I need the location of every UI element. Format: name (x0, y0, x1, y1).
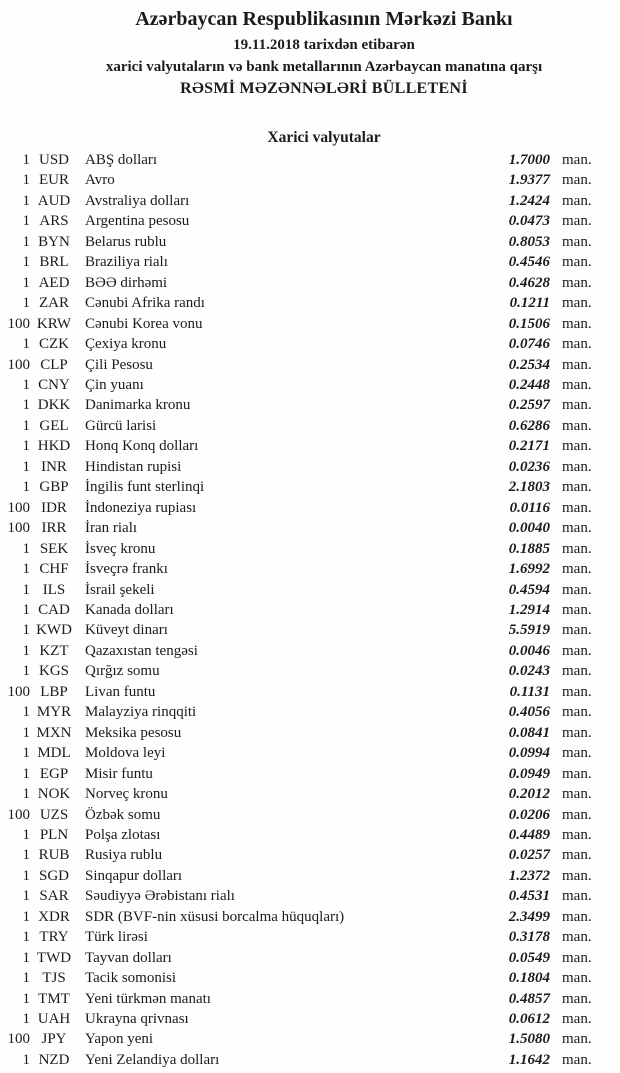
currency-name: Argentina pesosu (85, 213, 190, 230)
currency-quantity: 1 (22, 601, 30, 618)
table-row (0, 191, 620, 211)
rate-unit: man. (562, 888, 592, 905)
currency-quantity: 1 (22, 438, 30, 455)
rate-unit: man. (562, 745, 592, 762)
currency-name: İsveç kronu (85, 540, 156, 557)
currency-code: CZK (39, 336, 69, 353)
currency-rate: 0.2012 (508, 786, 550, 803)
currency-code: NZD (38, 1051, 70, 1068)
currency-rate: 0.4531 (508, 888, 550, 905)
table-row (0, 600, 620, 620)
currency-rate: 0.0549 (508, 949, 550, 966)
currency-name: Yeni türkmən manatı (85, 990, 211, 1007)
currency-code: RUB (38, 847, 70, 864)
currency-rate: 1.5080 (508, 1031, 550, 1048)
subtitle-line: xarici valyutaların və bank metallarının Azərbaycan manatına qarşı (105, 59, 543, 75)
currency-code: IRR (41, 520, 67, 537)
currency-name: Moldova leyi (85, 745, 166, 762)
currency-name: Rusiya rublu (85, 847, 163, 864)
table-row (0, 866, 620, 886)
rate-unit: man. (562, 929, 592, 946)
rate-unit: man. (562, 376, 592, 393)
currency-rate: 0.1131 (509, 683, 550, 700)
rate-unit: man. (562, 806, 592, 823)
table-row (0, 641, 620, 661)
table-row (0, 273, 620, 293)
currency-quantity: 100 (7, 499, 30, 516)
currency-name: Norveç kronu (85, 786, 168, 803)
currency-quantity: 1 (22, 1051, 30, 1068)
currency-code: AED (38, 274, 70, 291)
currency-rate: 0.2448 (508, 376, 550, 393)
currency-rate: 0.1211 (509, 295, 550, 312)
currency-rate: 0.3178 (508, 929, 550, 946)
currency-quantity: 1 (22, 254, 30, 271)
currency-name: Gürcü larisi (85, 417, 157, 434)
table-row (0, 1009, 620, 1029)
currency-quantity: 1 (22, 376, 30, 393)
currency-quantity: 1 (22, 786, 30, 803)
table-row (0, 539, 620, 559)
currency-code: EGP (39, 765, 69, 782)
currency-quantity: 1 (22, 888, 30, 905)
currency-rate: 0.2534 (508, 356, 550, 373)
rate-unit: man. (562, 908, 592, 925)
currency-rate: 0.0040 (508, 520, 550, 537)
table-row (0, 620, 620, 640)
currency-code: TRY (39, 929, 69, 946)
rate-unit: man. (562, 356, 592, 373)
rate-unit: man. (562, 581, 592, 598)
table-row (0, 416, 620, 436)
currency-rate: 0.0243 (508, 663, 550, 680)
currency-code: INR (41, 458, 67, 475)
currency-code: SEK (39, 540, 69, 557)
table-row (0, 968, 620, 988)
currency-code: DKK (37, 397, 71, 414)
rate-unit: man. (562, 295, 592, 312)
rate-unit: man. (562, 315, 592, 332)
rate-unit: man. (562, 1011, 592, 1028)
currency-quantity: 1 (22, 172, 30, 189)
currency-quantity: 100 (7, 315, 30, 332)
rate-unit: man. (562, 213, 592, 230)
currency-rate: 0.8053 (508, 233, 550, 250)
document-header (14, 0, 620, 100)
currency-rate: 0.2171 (508, 438, 550, 455)
currency-quantity: 100 (7, 683, 30, 700)
currency-name: Türk lirəsi (85, 929, 148, 946)
rate-unit: man. (562, 336, 592, 353)
currency-code: EUR (39, 172, 69, 189)
currency-quantity: 1 (22, 336, 30, 353)
currency-rate: 0.0257 (508, 847, 550, 864)
currency-quantity: 1 (22, 970, 30, 987)
rate-unit: man. (562, 1051, 592, 1068)
currency-rate: 1.2914 (508, 601, 550, 618)
currency-quantity: 1 (22, 622, 30, 639)
table-row (0, 436, 620, 456)
currency-rate: 1.1642 (508, 1051, 550, 1068)
currency-name: Qırğız somu (85, 663, 160, 680)
currency-name: Çexiya kronu (85, 336, 167, 353)
rate-unit: man. (562, 479, 592, 496)
table-row (0, 1050, 620, 1070)
currency-name: Qazaxıstan tengəsi (85, 642, 198, 659)
currency-name: Misir funtu (85, 765, 153, 782)
currency-quantity: 1 (22, 274, 30, 291)
currency-rate: 1.6992 (508, 561, 550, 578)
currency-name: Tayvan dolları (85, 949, 172, 966)
currency-quantity: 1 (22, 540, 30, 557)
table-row (0, 743, 620, 763)
currency-code: KWD (36, 622, 72, 639)
currency-code: MDL (37, 745, 71, 762)
currency-rate: 0.4628 (508, 274, 550, 291)
currency-name: Özbək somu (85, 806, 161, 823)
currency-code: KGS (38, 663, 69, 680)
table-row (0, 805, 620, 825)
currency-name: Belarus rublu (85, 233, 167, 250)
rate-unit: man. (562, 663, 592, 680)
table-row (0, 314, 620, 334)
currency-name: Avro (85, 172, 115, 189)
currency-name: Tacik somonisi (85, 970, 177, 987)
rate-unit: man. (562, 192, 592, 209)
table-row (0, 252, 620, 272)
currency-rate: 1.7000 (508, 152, 550, 168)
rate-unit: man. (562, 601, 592, 618)
currency-quantity: 100 (7, 356, 30, 373)
currency-rate: 0.1506 (508, 315, 550, 332)
currency-quantity: 1 (22, 990, 30, 1007)
table-row (0, 784, 620, 804)
currency-quantity: 1 (22, 663, 30, 680)
currency-quantity: 1 (22, 152, 30, 168)
rate-unit: man. (562, 867, 592, 884)
currency-quantity: 1 (22, 867, 30, 884)
currency-name: Səudiyyə Ərəbistanı rialı (85, 888, 235, 905)
currency-quantity: 1 (22, 642, 30, 659)
bank-name: Azərbaycan Respublikasının Mərkəzi Bankı (135, 8, 513, 30)
currency-quantity: 1 (22, 826, 30, 843)
currency-name: ABŞ dolları (85, 152, 158, 168)
currency-rate: 0.2597 (508, 397, 550, 414)
currency-rate: 0.4857 (508, 990, 550, 1007)
currency-name: İran rialı (85, 520, 138, 537)
table-row (0, 232, 620, 252)
currency-code: UAH (37, 1011, 71, 1028)
rate-unit: man. (562, 397, 592, 414)
rate-unit: man. (562, 724, 592, 741)
currency-rate: 0.0116 (509, 499, 550, 516)
currency-name: Polşa zlotası (85, 826, 161, 843)
currency-code: SGD (38, 867, 69, 884)
table-row (0, 948, 620, 968)
currency-rate: 0.4546 (508, 254, 550, 271)
table-row (0, 150, 620, 170)
rate-unit: man. (562, 949, 592, 966)
currency-rate: 0.0841 (508, 724, 550, 741)
table-row (0, 845, 620, 865)
table-row (0, 355, 620, 375)
rate-unit: man. (562, 438, 592, 455)
bulletin-title: RƏSMİ MƏZƏNNƏLƏRİ BÜLLETENİ (180, 80, 468, 97)
currency-code: XDR (38, 908, 70, 925)
currency-code: ARS (39, 213, 69, 230)
currency-quantity: 1 (22, 458, 30, 475)
currency-quantity: 1 (22, 581, 30, 598)
rate-unit: man. (562, 499, 592, 516)
currency-code: IDR (41, 499, 67, 516)
currency-quantity: 1 (22, 417, 30, 434)
currency-rate: 0.4056 (508, 704, 550, 721)
rate-unit: man. (562, 765, 592, 782)
currency-code: CNY (38, 376, 70, 393)
rate-unit: man. (562, 683, 592, 700)
rate-unit: man. (562, 642, 592, 659)
table-row (0, 293, 620, 313)
table-row (0, 457, 620, 477)
currency-code: CHF (39, 561, 69, 578)
currency-name: Avstraliya dolları (85, 192, 190, 209)
table-row (0, 702, 620, 722)
currency-code: HKD (37, 438, 71, 455)
table-row (0, 580, 620, 600)
currency-code: ILS (42, 581, 66, 598)
currency-code: UZS (39, 806, 69, 823)
currency-rate: 0.1804 (508, 970, 550, 987)
currency-rate: 0.4594 (508, 581, 550, 598)
rate-unit: man. (562, 847, 592, 864)
effective-date-line: 19.11.2018 tarixdən etibarən (233, 37, 415, 53)
rate-unit: man. (562, 254, 592, 271)
currency-name: Ukrayna qrivnası (85, 1011, 189, 1028)
currency-code: GEL (39, 417, 69, 434)
currency-name: Malayziya rinqqiti (85, 704, 197, 721)
table-row (0, 211, 620, 231)
table-row (0, 661, 620, 681)
currency-code: MYR (36, 704, 72, 721)
currency-name: Küveyt dinarı (85, 622, 168, 639)
rate-unit: man. (562, 233, 592, 250)
table-row (0, 682, 620, 702)
table-row (0, 518, 620, 538)
currency-rate: 0.6286 (508, 417, 550, 434)
currency-quantity: 1 (22, 192, 30, 209)
currency-name: Honq Konq dolları (85, 438, 199, 455)
currency-rate: 0.0994 (508, 745, 550, 762)
rate-unit: man. (562, 622, 592, 639)
table-row (0, 723, 620, 743)
currency-name: SDR (BVF-nin xüsusi borcalma hüquqları) (85, 908, 345, 925)
currency-code: TMT (38, 990, 70, 1007)
table-row (0, 395, 620, 415)
currency-code: TJS (42, 970, 66, 987)
currency-code: PLN (39, 826, 69, 843)
table-row (0, 559, 620, 579)
table-row (0, 886, 620, 906)
currency-quantity: 1 (22, 479, 30, 496)
rate-unit: man. (562, 458, 592, 475)
rate-unit: man. (562, 540, 592, 557)
currency-name: Cənubi Korea vonu (85, 315, 203, 332)
currency-rate: 0.0949 (508, 765, 550, 782)
currency-name: İsrail şekeli (85, 581, 155, 598)
currency-rate: 2.3499 (508, 908, 550, 925)
currency-rate: 2.1803 (508, 479, 550, 496)
currency-code: AUD (37, 192, 71, 209)
table-row (0, 375, 620, 395)
currency-code: ZAR (39, 295, 69, 312)
currency-quantity: 1 (22, 765, 30, 782)
currency-quantity: 1 (22, 397, 30, 414)
currency-quantity: 1 (22, 745, 30, 762)
currency-code: USD (38, 152, 69, 168)
currency-name: Meksika pesosu (85, 724, 182, 741)
currency-name: Yeni Zelandiya dolları (85, 1051, 220, 1068)
rate-unit: man. (562, 152, 592, 168)
currency-code: MXN (36, 724, 72, 741)
currency-rate: 1.2424 (508, 192, 550, 209)
currency-quantity: 1 (22, 561, 30, 578)
currency-rate: 1.2372 (508, 867, 550, 884)
currency-code: BYN (38, 233, 70, 250)
currency-quantity: 1 (22, 949, 30, 966)
currency-rate: 0.0236 (508, 458, 550, 475)
currency-quantity: 100 (7, 806, 30, 823)
currency-rate: 5.5919 (508, 622, 550, 639)
currency-name: Livan funtu (85, 683, 156, 700)
table-row (0, 334, 620, 354)
currency-rate: 0.0746 (508, 336, 550, 353)
currency-code: CAD (38, 601, 70, 618)
section-title-foreign-currencies: Xarici valyutalar (267, 129, 381, 146)
currency-quantity: 1 (22, 213, 30, 230)
table-row (0, 498, 620, 518)
currency-quantity: 1 (22, 233, 30, 250)
currency-code: TWD (36, 949, 72, 966)
currency-name: Cənubi Afrika randı (85, 295, 205, 312)
currency-rate: 0.1885 (508, 540, 550, 557)
table-row (0, 764, 620, 784)
rate-unit: man. (562, 1031, 592, 1048)
rate-unit: man. (562, 704, 592, 721)
rate-unit: man. (562, 970, 592, 987)
currency-name: Çili Pesosu (85, 356, 153, 373)
currency-name: BƏƏ dirhəmi (85, 274, 168, 291)
rate-unit: man. (562, 172, 592, 189)
currency-code: BRL (39, 254, 69, 271)
currency-name: Çin yuanı (85, 376, 144, 393)
table-row (0, 989, 620, 1009)
currency-code: NOK (37, 786, 71, 803)
table-row (0, 170, 620, 190)
currency-quantity: 1 (22, 929, 30, 946)
table-row (0, 1029, 620, 1049)
currency-code: CLP (40, 356, 68, 373)
currency-name: Hindistan rupisi (85, 458, 182, 475)
currency-name: Danimarka kronu (85, 397, 191, 414)
currency-name: İndoneziya rupiası (85, 499, 197, 516)
currency-code: SAR (39, 888, 69, 905)
rate-unit: man. (562, 520, 592, 537)
currency-name: Kanada dolları (85, 601, 174, 618)
currency-rate: 0.0612 (508, 1011, 550, 1028)
currency-name: İngilis funt sterlinqi (85, 479, 205, 496)
currency-name: İsveçrə frankı (85, 561, 168, 578)
currency-rate: 0.0206 (508, 806, 550, 823)
table-row (0, 907, 620, 927)
rate-unit: man. (562, 561, 592, 578)
currency-rate: 1.9377 (508, 172, 550, 189)
table-row (0, 927, 620, 947)
currency-rate: 0.0046 (508, 642, 550, 659)
currency-code: KRW (36, 315, 72, 332)
exchange-rates-table (0, 150, 620, 1070)
table-row (0, 477, 620, 497)
currency-code: JPY (41, 1031, 67, 1048)
rate-unit: man. (562, 274, 592, 291)
currency-quantity: 1 (22, 724, 30, 741)
rate-unit: man. (562, 826, 592, 843)
currency-rate: 0.4489 (508, 826, 550, 843)
currency-quantity: 1 (22, 847, 30, 864)
currency-quantity: 100 (7, 1031, 30, 1048)
currency-quantity: 100 (7, 520, 30, 537)
currency-code: KZT (39, 642, 69, 659)
currency-name: Braziliya rialı (85, 254, 168, 271)
currency-quantity: 1 (22, 908, 30, 925)
currency-code: GBP (39, 479, 69, 496)
currency-quantity: 1 (22, 704, 30, 721)
currency-quantity: 1 (22, 1011, 30, 1028)
rate-unit: man. (562, 417, 592, 434)
rate-unit: man. (562, 786, 592, 803)
currency-code: LBP (40, 683, 68, 700)
currency-name: Sinqapur dolları (85, 867, 183, 884)
rate-unit: man. (562, 990, 592, 1007)
table-row (0, 825, 620, 845)
currency-name: Yapon yeni (85, 1031, 154, 1048)
currency-rate: 0.0473 (508, 213, 550, 230)
currency-quantity: 1 (22, 295, 30, 312)
